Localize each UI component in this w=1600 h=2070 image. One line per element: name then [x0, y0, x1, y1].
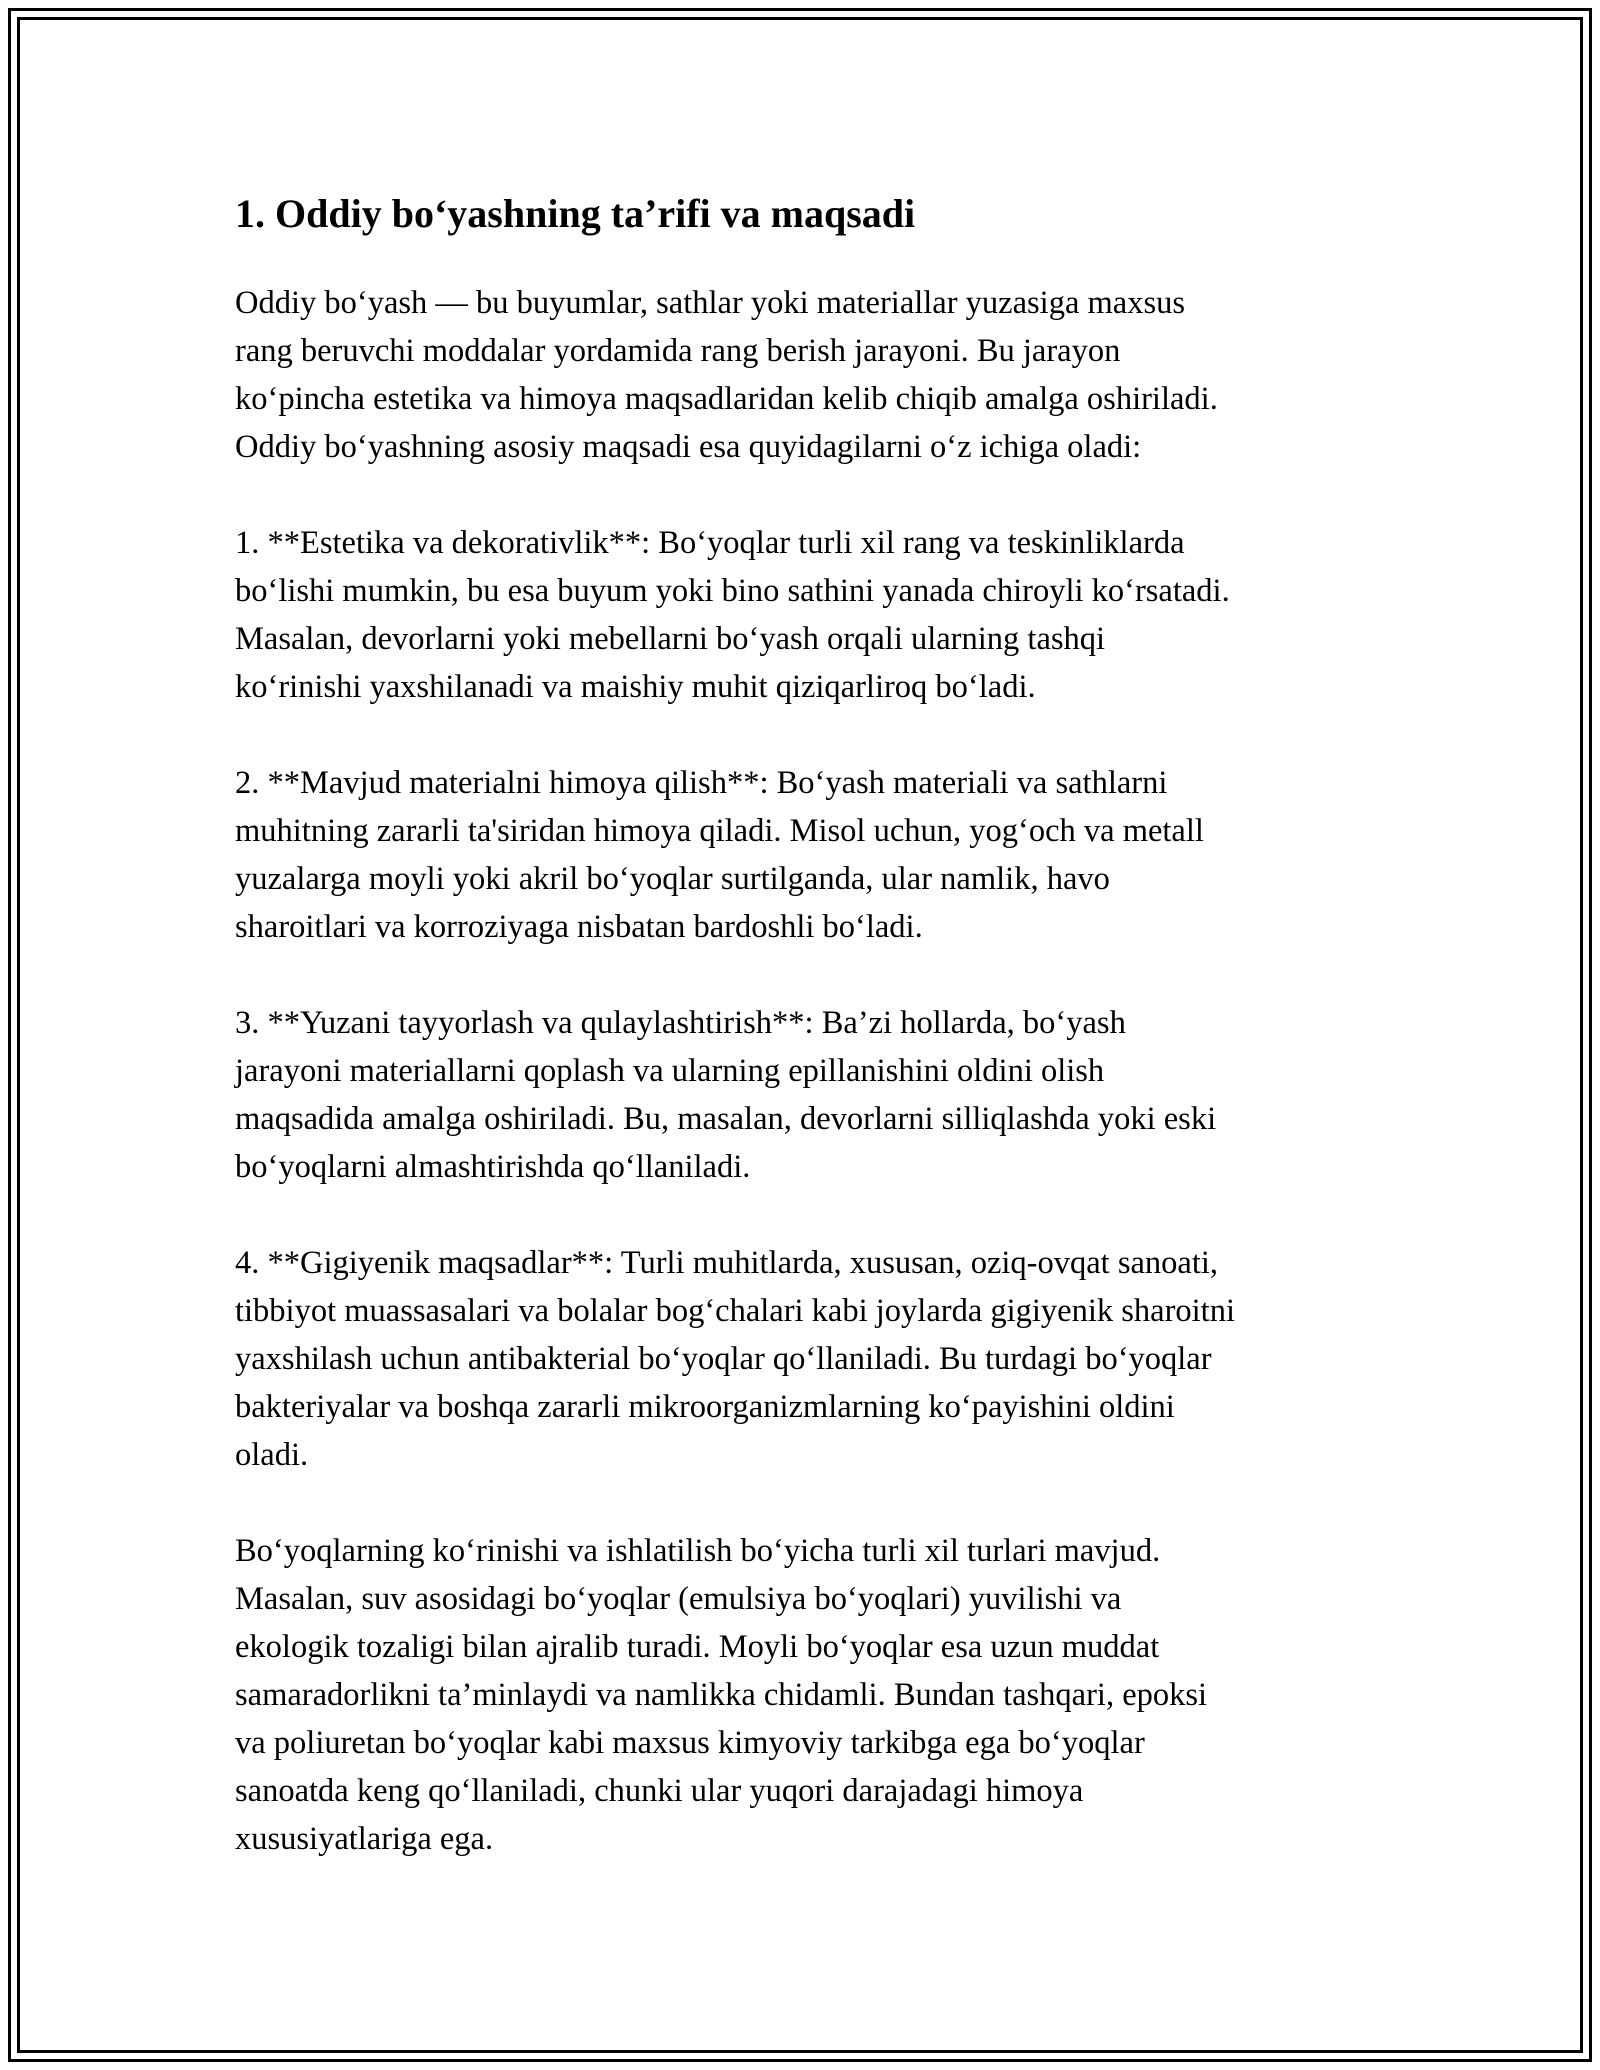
list-item-protection: 2. **Mavjud materialni himoya qilish**: Bo‘yash materiali va sathlarni muhitning zararli ta'siridan himoya qiladi. Misol uchun, yog‘och va metall yuzalarga moyli yoki akril bo‘yoqlar surtilganda, ular namlik, havo sharoitlari va korroziyaga nisbatan bardoshli bo‘ladi. [235, 765, 1204, 945]
section-title: 1. Oddiy bo‘yashning ta’rifi va maqsadi [235, 191, 916, 236]
closing-paragraph: Bo‘yoqlarning ko‘rinishi va ishlatilish bo‘yicha turli xil turlari mavjud. Masalan, suv asosidagi bo‘yoqlar (emulsiya bo‘yoqlari) yuvilishi va ekologik tozaligi bilan ajralib turadi. Moyli bo‘yoqlar esa uzun muddat samaradorlikni ta’minlaydi va namlikka chidamli. Bundan tashqari, epoksi va poliuretan bo‘yoqlar kabi maxsus kimyoviy tarkibga ega bo‘yoqlar sanoatda keng qo‘llaniladi, chunki ular yuqori darajadagi himoya xususiyatlariga ega. [235, 1533, 1208, 1857]
list-item-aesthetics: 1. **Estetika va dekorativlik**: Bo‘yoqlar turli xil rang va teskinliklarda bo‘lishi mumkin, bu esa buyum yoki bino sathini yanada chiroyli ko‘rsatadi. Masalan, devorlarni yoki mebellarni bo‘yash orqali ularning tashqi ko‘rinishi yaxshilanadi va maishiy muhit qiziqarliroq bo‘ladi. [235, 525, 1230, 705]
list-item-surface-prep: 3. **Yuzani tayyorlash va qulaylashtirish**: Ba’zi hollarda, bo‘yash jarayoni materiallarni qoplash va ularning epillanishini oldini olish maqsadida amalga oshiriladi. Bu, masalan, devorlarni silliqlashda yoki eski bo‘yoqlarni almashtirishda qo‘llaniladi. [235, 1005, 1217, 1185]
list-item-hygiene: 4. **Gigiyenik maqsadlar**: Turli muhitlarda, xususan, oziq-ovqat sanoati, tibbiyot muassasalari va bolalar bog‘chalari kabi joylarda gigiyenik sharoitni yaxshilash uchun antibakterial bo‘yoqlar qo‘llaniladi. Bu turdagi bo‘yoqlar bakteriyalar va boshqa zararli mikroorganizmlarning ko‘payishini oldini oladi. [235, 1245, 1235, 1473]
intro-paragraph: Oddiy bo‘yash — bu buyumlar, sathlar yoki materiallar yuzasiga maxsus rang beruvchi moddalar yordamida rang berish jarayoni. Bu jarayon ko‘pincha estetika va himoya maqsadlaridan kelib chiqib amalga oshiriladi. Oddiy bo‘yashning asosiy maqsadi esa quyidagilarni o‘z ichiga oladi: [235, 285, 1218, 465]
document-body [235, 180, 1395, 1863]
